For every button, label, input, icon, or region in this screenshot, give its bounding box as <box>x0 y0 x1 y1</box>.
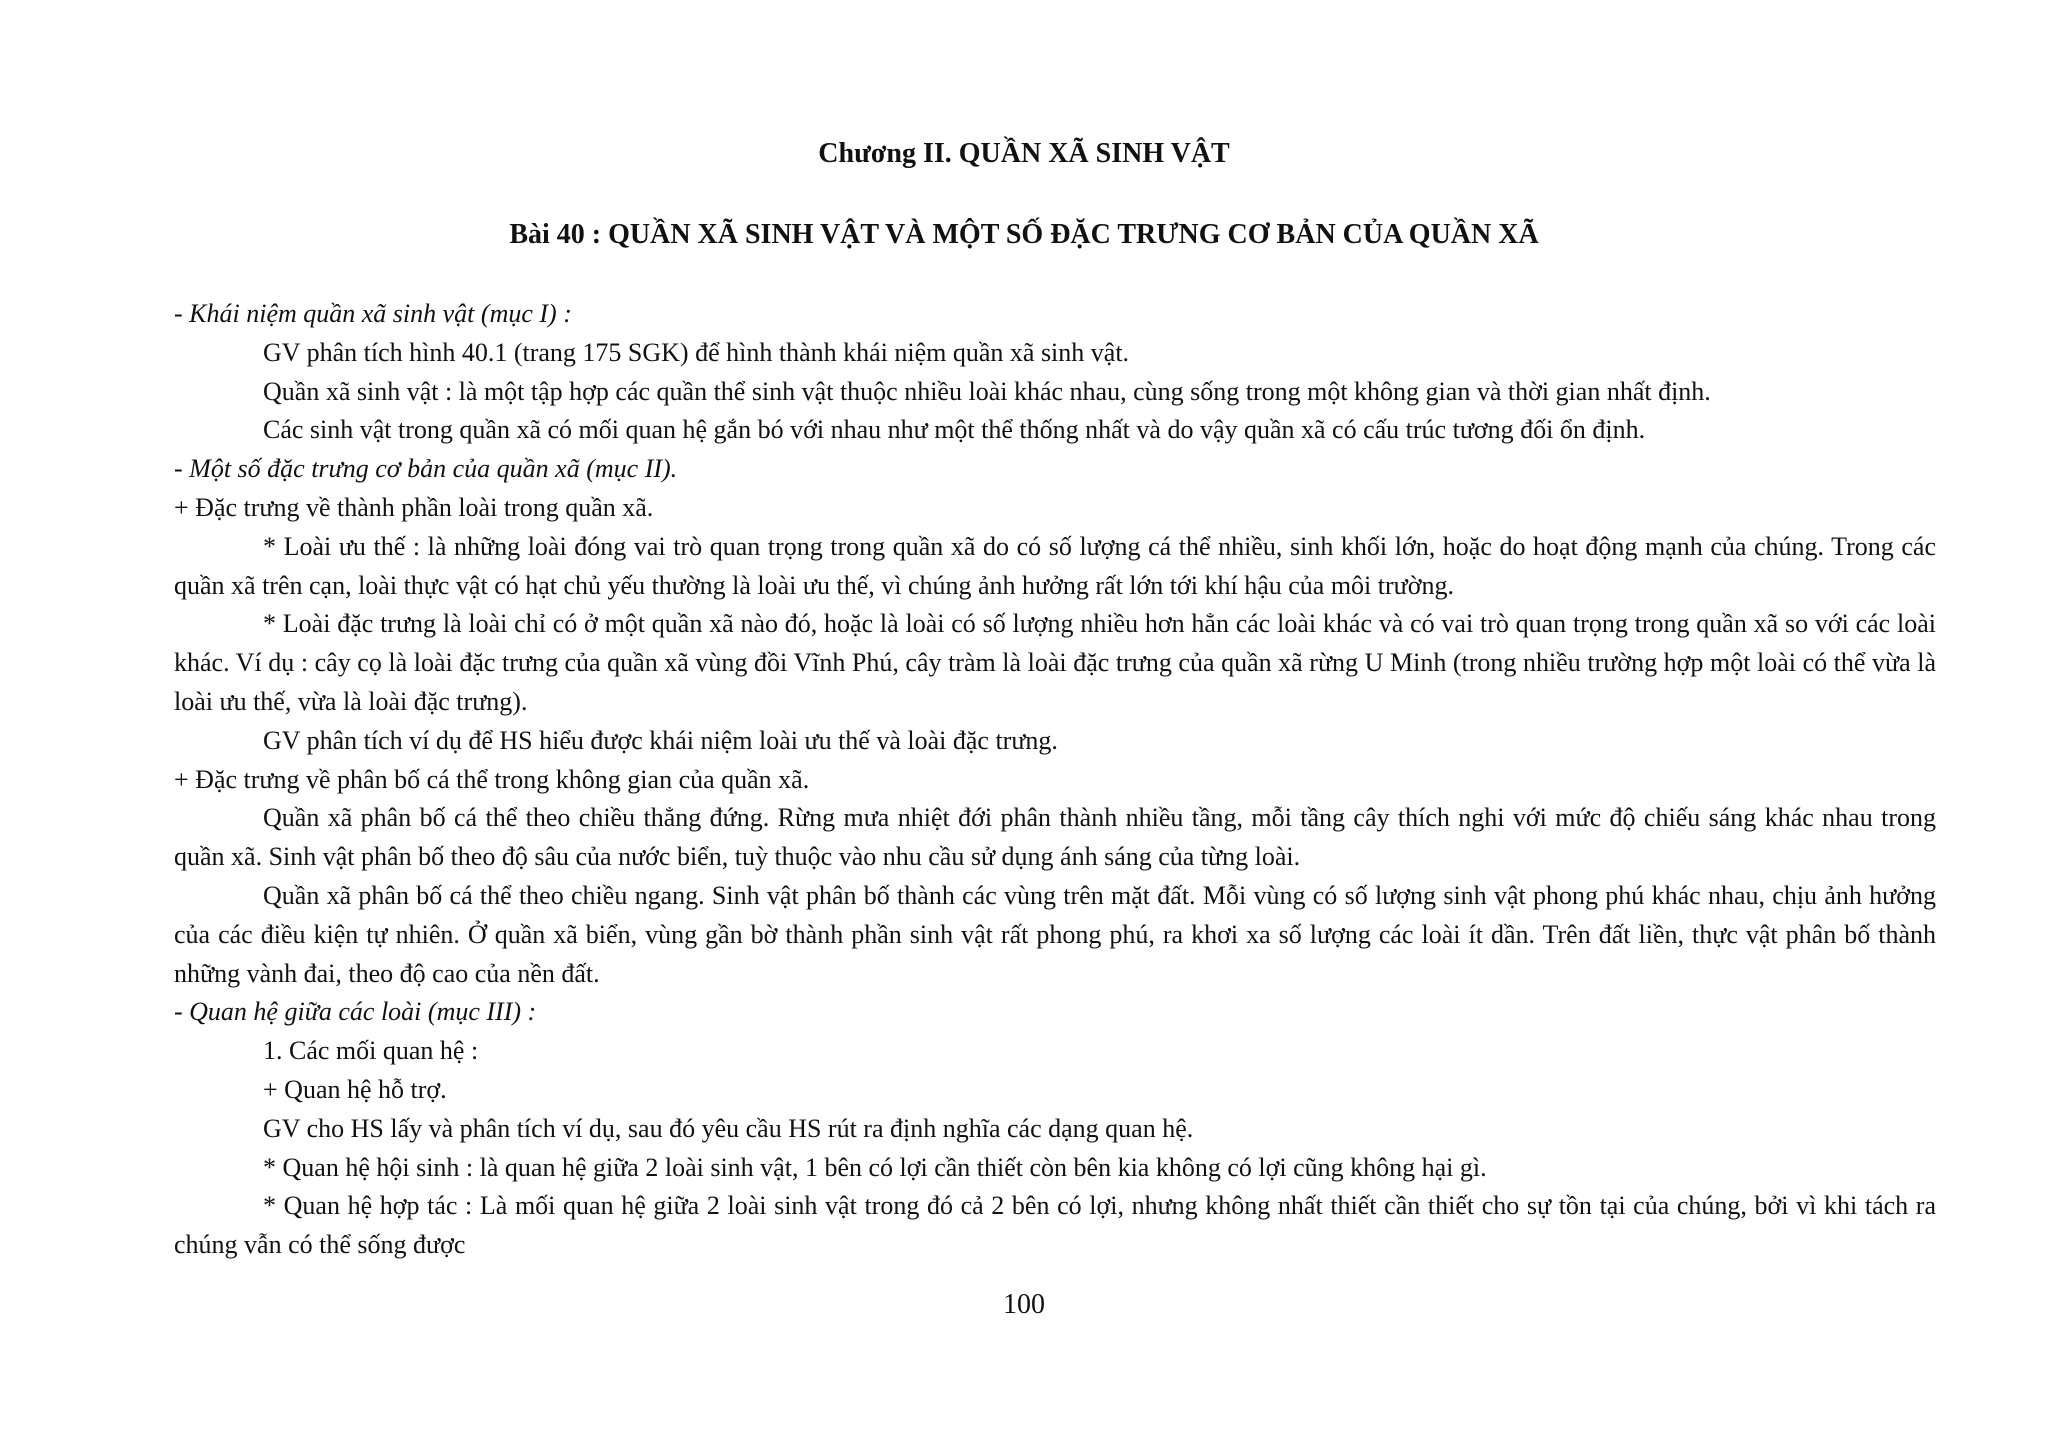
section-heading-characteristics: - Một số đặc trưng cơ bản của quần xã (mục II). <box>174 454 678 484</box>
body-text <box>174 295 1936 1265</box>
subsection-heading: + Đặc trưng về thành phần loài trong quần xã. <box>174 492 654 522</box>
paragraph: GV phân tích hình 40.1 (trang 175 SGK) để hình thành khái niệm quần xã sinh vật. <box>263 337 1130 367</box>
paragraph: GV cho HS lấy và phân tích ví dụ, sau đó yêu cầu HS rút ra định nghĩa các dạng quan hệ. <box>263 1113 1194 1143</box>
paragraph: * Quan hệ hội sinh : là quan hệ giữa 2 loài sinh vật, 1 bên có lợi cần thiết còn bên kia không có lợi cũng không hại gì. <box>263 1152 1487 1182</box>
paragraph: Các sinh vật trong quần xã có mối quan hệ gắn bó với nhau như một thể thống nhất và do vậy quần xã có cấu trúc tương đối ổn định. <box>263 415 1646 445</box>
paragraph: Quần xã sinh vật : là một tập hợp các quần thể sinh vật thuộc nhiều loài khác nhau, cùng sống trong một không gian và thời gian nhất định. <box>263 376 1711 406</box>
section-heading-relations: - Quan hệ giữa các loài (mục III) : <box>174 997 537 1027</box>
lesson-title: Bài 40 : QUẦN XÃ SINH VẬT VÀ MỘT SỐ ĐẶC TRƯNG CƠ BẢN CỦA QUẦN XÃ <box>509 219 1539 250</box>
paragraph: * Loài đặc trưng là loài chỉ có ở một quần xã nào đó, hoặc là loài có số lượng nhiều hơn hẳn các loài khác và có vai trò quan trọng trong quần xã so với các loài khác. Ví dụ : cây cọ là loài đặc trưng của quần xã vùng đồi Vĩnh Phú, cây tràm là loài đặc trưng của quần xã rừng U Minh (trong nhiều trường hợp một loài có thể vừa là loài ưu thế, vừa là loài đặc trưng). <box>174 609 1936 716</box>
section-heading-concept: - Khái niệm quần xã sinh vật (mục I) : <box>174 299 572 328</box>
paragraph: GV phân tích ví dụ để HS hiểu được khái niệm loài ưu thế và loài đặc trưng. <box>263 725 1058 755</box>
chapter-title: Chương II. QUẦN XÃ SINH VẬT <box>818 138 1230 169</box>
paragraph: * Loài ưu thế : là những loài đóng vai trò quan trọng trong quần xã do có số lượng cá thể nhiều, sinh khối lớn, hoặc do hoạt động mạnh của chúng. Trong các quần xã trên cạn, loài thực vật có hạt chủ yếu thường là loài ưu thế, vì chúng ảnh hưởng rất lớn tới khí hậu của môi trường. <box>174 531 1936 600</box>
paragraph: + Quan hệ hỗ trợ. <box>263 1074 447 1104</box>
paragraph: Quần xã phân bố cá thể theo chiều ngang. Sinh vật phân bố thành các vùng trên mặt đất. Mỗi vùng có số lượng sinh vật phong phú khác nhau, chịu ảnh hưởng của các điều kiện tự nhiên. Ở quần xã biển, vùng gần bờ thành phần sinh vật rất phong phú, ra khơi xa số lượng các loài ít dần. Trên đất liền, thực vật phân bố thành những vành đai, theo độ cao của nền đất. <box>174 880 1936 988</box>
page-number: 100 <box>1003 1289 1045 1320</box>
paragraph: Quần xã phân bố cá thể theo chiều thẳng đứng. Rừng mưa nhiệt đới phân thành nhiều tầng, mỗi tầng cây thích nghi với mức độ chiếu sáng khác nhau trong quần xã. Sinh vật phân bố theo độ sâu của nước biển, tuỳ thuộc vào nhu cầu sử dụng ánh sáng của từng loài. <box>174 803 1936 872</box>
paragraph: * Quan hệ hợp tác : Là mối quan hệ giữa 2 loài sinh vật trong đó cả 2 bên có lợi, nhưng không nhất thiết cần thiết cho sự tồn tại của chúng, bởi vì khi tách ra chúng vẫn có thể sống được <box>174 1191 1936 1260</box>
paragraph: 1. Các mối quan hệ : <box>263 1036 479 1066</box>
subsection-heading: + Đặc trưng về phân bố cá thể trong không gian của quần xã. <box>174 764 810 794</box>
